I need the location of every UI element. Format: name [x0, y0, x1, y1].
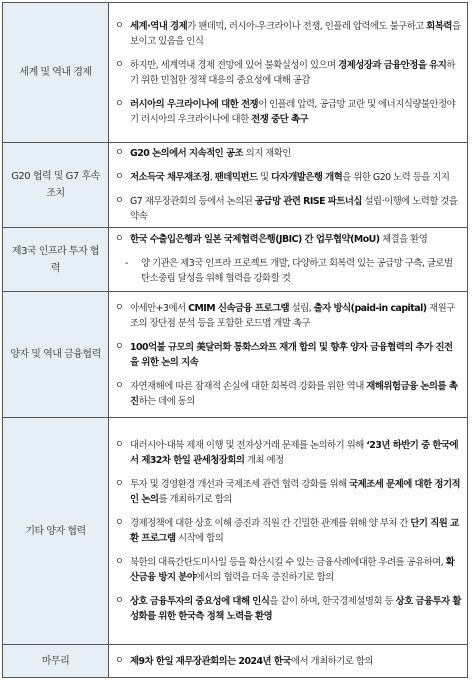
list-item	[113, 594, 461, 624]
list-item	[113, 340, 461, 370]
section-row	[3, 228, 468, 292]
body-text: ,	[209, 172, 215, 183]
body-text: 하기 위한 민첩한 정책 대응의 중요성에 대해 공감	[130, 59, 455, 86]
bullet-list	[113, 438, 461, 624]
emphasis-text: 공급망 관련 RISE 파트너십	[254, 196, 362, 207]
section-category: 세계 및 역내 경제	[3, 3, 109, 143]
list-item	[113, 58, 461, 88]
emphasis-text: 제9차 한일 재무장관회의는 2024년 한국	[130, 655, 291, 667]
body-text: 양 기관은 제3국 인프라 프로젝트 개발, 다양하고 회복력 있는 공급망 구축, 글로벌 탄소중립 달성을 위해 협력을 강화할 것	[141, 258, 453, 284]
circle-bullet-icon: ㅇ	[115, 557, 124, 567]
summary-table	[2, 2, 468, 678]
body-text: 대러시아·대북 제재 이행 및 전자상거래 문제를 논의하기 위해	[130, 440, 367, 451]
emphasis-text: 다자개발은행 개혁	[271, 172, 343, 183]
body-text: 하는 데에 동의	[138, 395, 195, 407]
circle-bullet-icon: ㅇ	[115, 172, 124, 182]
emphasis-text: 상호 금융투자 활성화를 위한 한국측 정책 노력을 환영	[130, 596, 461, 622]
section-content	[109, 418, 468, 645]
circle-bullet-icon: ㅇ	[115, 479, 124, 489]
bullet-list	[113, 301, 461, 409]
list-item	[113, 555, 461, 585]
body-text: 설립·이행에 노력할 것을 약속	[130, 196, 458, 222]
emphasis-text: 100억불 규모의 美달러화 통화스와프 재개 합의 및 향후 양자 금융협력의 추가 진전을 위한 논의 지속	[130, 341, 453, 368]
body-text: 하지만, 세계역내 경제 전망에 있어 불확실성이 있으며	[130, 59, 339, 71]
circle-bullet-icon: ㅇ	[115, 148, 124, 158]
body-text: 설립,	[289, 302, 314, 314]
emphasis-text: 출자 방식(paid-in capital)	[313, 302, 427, 314]
section-content	[109, 143, 468, 228]
circle-bullet-icon: ㅇ	[115, 196, 124, 206]
bullet-list	[113, 654, 461, 669]
body-text: 북한의 대륙간탄도미사일 등을 확산시킬 수 있는 금융사례에대한 우려를 공유하며,	[130, 557, 446, 568]
circle-bullet-icon: ㅇ	[115, 518, 124, 528]
body-text: 에서 개최하기로 합의	[290, 655, 373, 667]
section-row	[3, 418, 468, 645]
list-item	[113, 301, 461, 331]
list-item	[113, 194, 461, 224]
emphasis-text: 팬데믹펀드	[214, 172, 258, 183]
emphasis-text: 경제성장과 금융안정을 유지	[338, 59, 447, 71]
emphasis-text: 단기 직원 교환 프로그램	[130, 518, 459, 544]
body-text: 을 보이고 있음을 인식	[130, 20, 461, 47]
emphasis-text: G20 논의에서 지속적인 공조	[130, 148, 244, 159]
section-content	[109, 292, 468, 418]
sub-list-item	[113, 256, 461, 286]
list-item	[113, 438, 461, 468]
body-text: 체결을 환영	[379, 234, 428, 245]
section-category: 제3국 인프라 투자 협력	[3, 228, 109, 292]
body-text: 를 개최하기로 합의	[158, 494, 232, 505]
emphasis-text: ‘23년 하반기 중 한국에서 제32차 한일 관세청장회의	[130, 440, 459, 466]
body-text: 의지 재확인	[243, 148, 291, 159]
emphasis-text: 저소득국 채무재조정	[130, 172, 210, 183]
body-text: 자연재해에 따른 잠재적 손실에 대한 회복력 강화를 위한 역내	[130, 380, 367, 392]
section-content	[109, 228, 468, 292]
circle-bullet-icon: ㅇ	[115, 98, 124, 109]
body-text: 가 팬데믹, 러시아-우크라이나 전쟁, 인플레 압력에도 불구하고	[187, 20, 427, 32]
section-category: G20 협력 및 G7 후속조치	[3, 143, 109, 228]
section-row	[3, 143, 468, 228]
circle-bullet-icon: ㅇ	[115, 302, 124, 313]
section-row	[3, 3, 468, 143]
body-text: 을 위한 G20 노력 등을 지지	[342, 172, 450, 183]
emphasis-text: 전쟁 중단 촉구	[251, 113, 309, 125]
circle-bullet-icon: ㅇ	[115, 380, 124, 391]
emphasis-text: 국제조세 문제에 대한 정기적인 논의	[130, 479, 461, 505]
circle-bullet-icon: ㅇ	[115, 655, 124, 666]
body-text: G7 재무장관회의 등에서 논의된	[130, 196, 255, 207]
list-item	[113, 379, 461, 409]
summary-table-body	[3, 3, 468, 678]
body-text: 재원구조의 장단점 분석 등을 포함한 로드맵 개발 촉구	[130, 302, 455, 329]
body-text: 이 인플레 압력, 공급망 교란 및 에너지식량불안정야기 러시아의 우크라이나에 대한	[130, 98, 456, 125]
emphasis-text: 회복력	[426, 20, 452, 32]
section-row	[3, 645, 468, 678]
list-item	[113, 654, 461, 669]
section-category: 기타 양자 협력	[3, 418, 109, 645]
section-content	[109, 3, 468, 143]
body-text: 을 같이 하며, 한국경제설명회 등	[269, 596, 396, 607]
body-text: 경제정책에 대한 상호 이해 증진과 직원 간 긴밀한 관계를 위해 양 부처 간	[130, 518, 411, 529]
section-category: 양자 및 역내 금융협력	[3, 292, 109, 418]
circle-bullet-icon: ㅇ	[115, 59, 124, 70]
list-item	[113, 477, 461, 507]
circle-bullet-icon: ㅇ	[115, 440, 124, 450]
list-item	[113, 170, 461, 185]
list-item	[113, 97, 461, 127]
section-category: 마무리	[3, 645, 109, 678]
circle-bullet-icon: ㅇ	[115, 596, 124, 606]
body-text: 개최 예정	[244, 455, 284, 466]
emphasis-text: 러시아의 우크라이나에 대한 전쟁	[130, 98, 259, 110]
list-item	[113, 19, 461, 49]
circle-bullet-icon: ㅇ	[115, 20, 124, 31]
bullet-list	[113, 146, 461, 224]
emphasis-text: 세계·역내 경제	[130, 20, 188, 32]
emphasis-text: 상호 금융투자의 중요성에 대해 인식	[130, 596, 270, 607]
body-text: 에서의 협력을 더욱 증진하기로 합의	[195, 572, 334, 583]
body-text: 및	[257, 172, 272, 183]
list-item	[113, 516, 461, 546]
circle-bullet-icon: ㅇ	[115, 234, 124, 244]
list-item	[113, 232, 461, 247]
body-text: 아세안+3에서	[130, 302, 189, 314]
body-text: 시작에 합의	[175, 533, 224, 544]
section-row	[3, 292, 468, 418]
emphasis-text: 한국 수출입은행과 일본 국제협력은행(JBIC) 간 업무협약(MoU)	[130, 234, 380, 245]
section-content	[109, 645, 468, 678]
list-item	[113, 146, 461, 161]
dash-bullet-icon: -	[125, 258, 128, 269]
emphasis-text: CMIM 신속금융 프로그램	[188, 302, 290, 314]
bullet-list	[113, 19, 461, 127]
emphasis-text: 재해위험금융 논의를 촉진	[130, 380, 458, 407]
circle-bullet-icon: ㅇ	[115, 341, 124, 352]
body-text: 투자 및 경영환경 개선과 국제조세 관련 협력 강화를 위해	[130, 479, 350, 490]
bullet-list	[113, 232, 461, 286]
emphasis-text: 확산금융 방지 분야	[130, 557, 455, 583]
